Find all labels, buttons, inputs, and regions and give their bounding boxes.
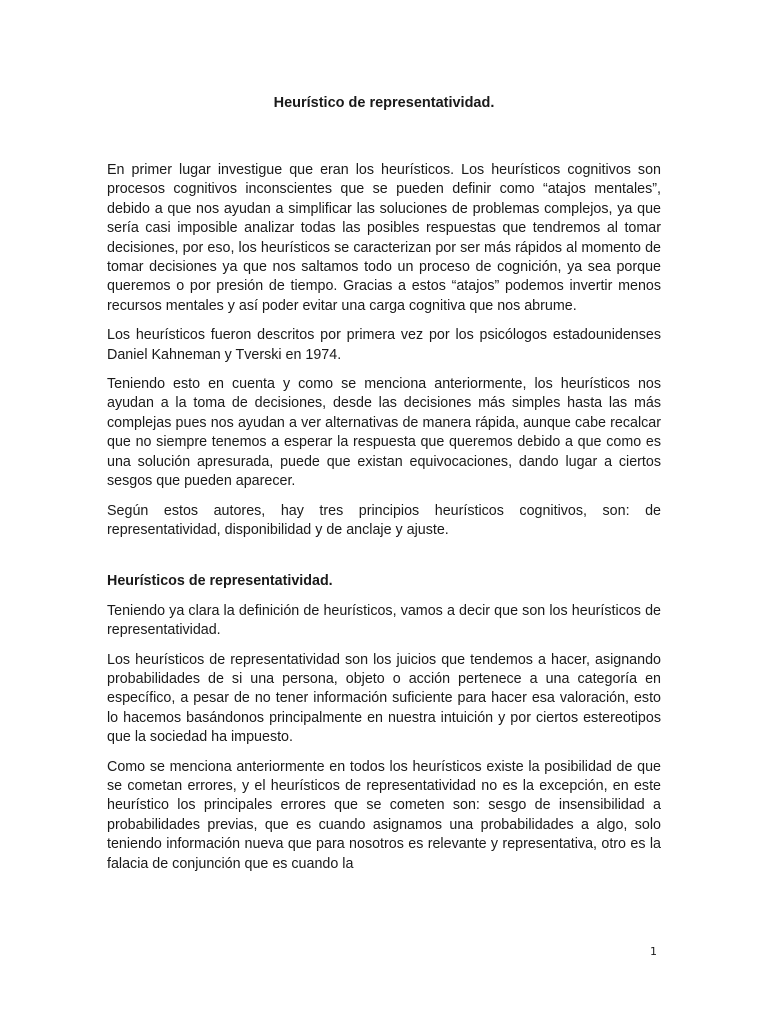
paragraph: Según estos autores, hay tres principios heurísticos cognitivos, son: de representatividad, disponibilidad y de anclaje y ajuste. (107, 502, 661, 538)
page-number: 1 (650, 945, 657, 958)
paragraph: Los heurísticos fueron descritos por primera vez por los psicólogos estadounidenses Daniel Kahneman y Tverski en 1974. (107, 327, 661, 363)
section-heading: Heurísticos de representatividad. (107, 573, 333, 590)
paragraph: Como se menciona anteriormente en todos los heurísticos existe la posibilidad de que se cometan errores, y el heurísticos de representatividad no es la excepción, en este heurístico los principales errores que se cometen son: sesgo de insensibilidad a probabilidades previas, que es cuando asignamos una probabilidades a algo, solo teniendo información nueva que para nosotros es relevante y representativa, otro es la falacia de conjunción que es cuando la (107, 758, 661, 872)
document-body (107, 161, 661, 884)
paragraph: Los heurísticos de representatividad son los juicios que tendemos a hacer, asignando probabilidades de si una persona, objeto o acción pertenece a una categoría en específico, a pesar de no tener información suficiente para hacer esa valoración, esto lo hacemos basándonos principalmente en nuestra intuición y por ciertos estereotipos que la sociedad ha impuesto. (107, 651, 661, 746)
section-spacer (107, 550, 661, 572)
paragraph: Teniendo esto en cuenta y como se menciona anteriormente, los heurísticos nos ayudan a la toma de decisiones, desde las decisiones más simples hasta las más complejas pues nos ayudan a ver alternativas de manera rápida, aunque cabe recalcar que no siempre tenemos a esperar la respuesta que queremos debido a que como es una solución apresurada, puede que existan equivocaciones, dando lugar a ciertos sesgos que pueden aparecer. (107, 376, 661, 490)
document-title: Heurístico de representatividad. (273, 95, 495, 111)
paragraph: Teniendo ya clara la definición de heurísticos, vamos a decir que son los heurísticos de representatividad. (107, 602, 661, 639)
paragraph: En primer lugar investigue que eran los heurísticos. Los heurísticos cognitivos son procesos cognitivos inconscientes que se pueden definir como “atajos mentales”, debido a que nos ayudan a simplificar las soluciones de problemas complejos, ya que sería casi imposible analizar todas las posibles respuestas que tendremos al tomar decisiones, por eso, los heurísticos se caracterizan por ser más rápidos al momento de tomar decisiones ya que nos saltamos todo un proceso de cognición, ya sea porque queremos o por presión de tiempo. Gracias a estos “atajos” podemos invertir menos recursos mentales y así poder evitar una carga cognitiva que nos abrume. (107, 162, 661, 314)
